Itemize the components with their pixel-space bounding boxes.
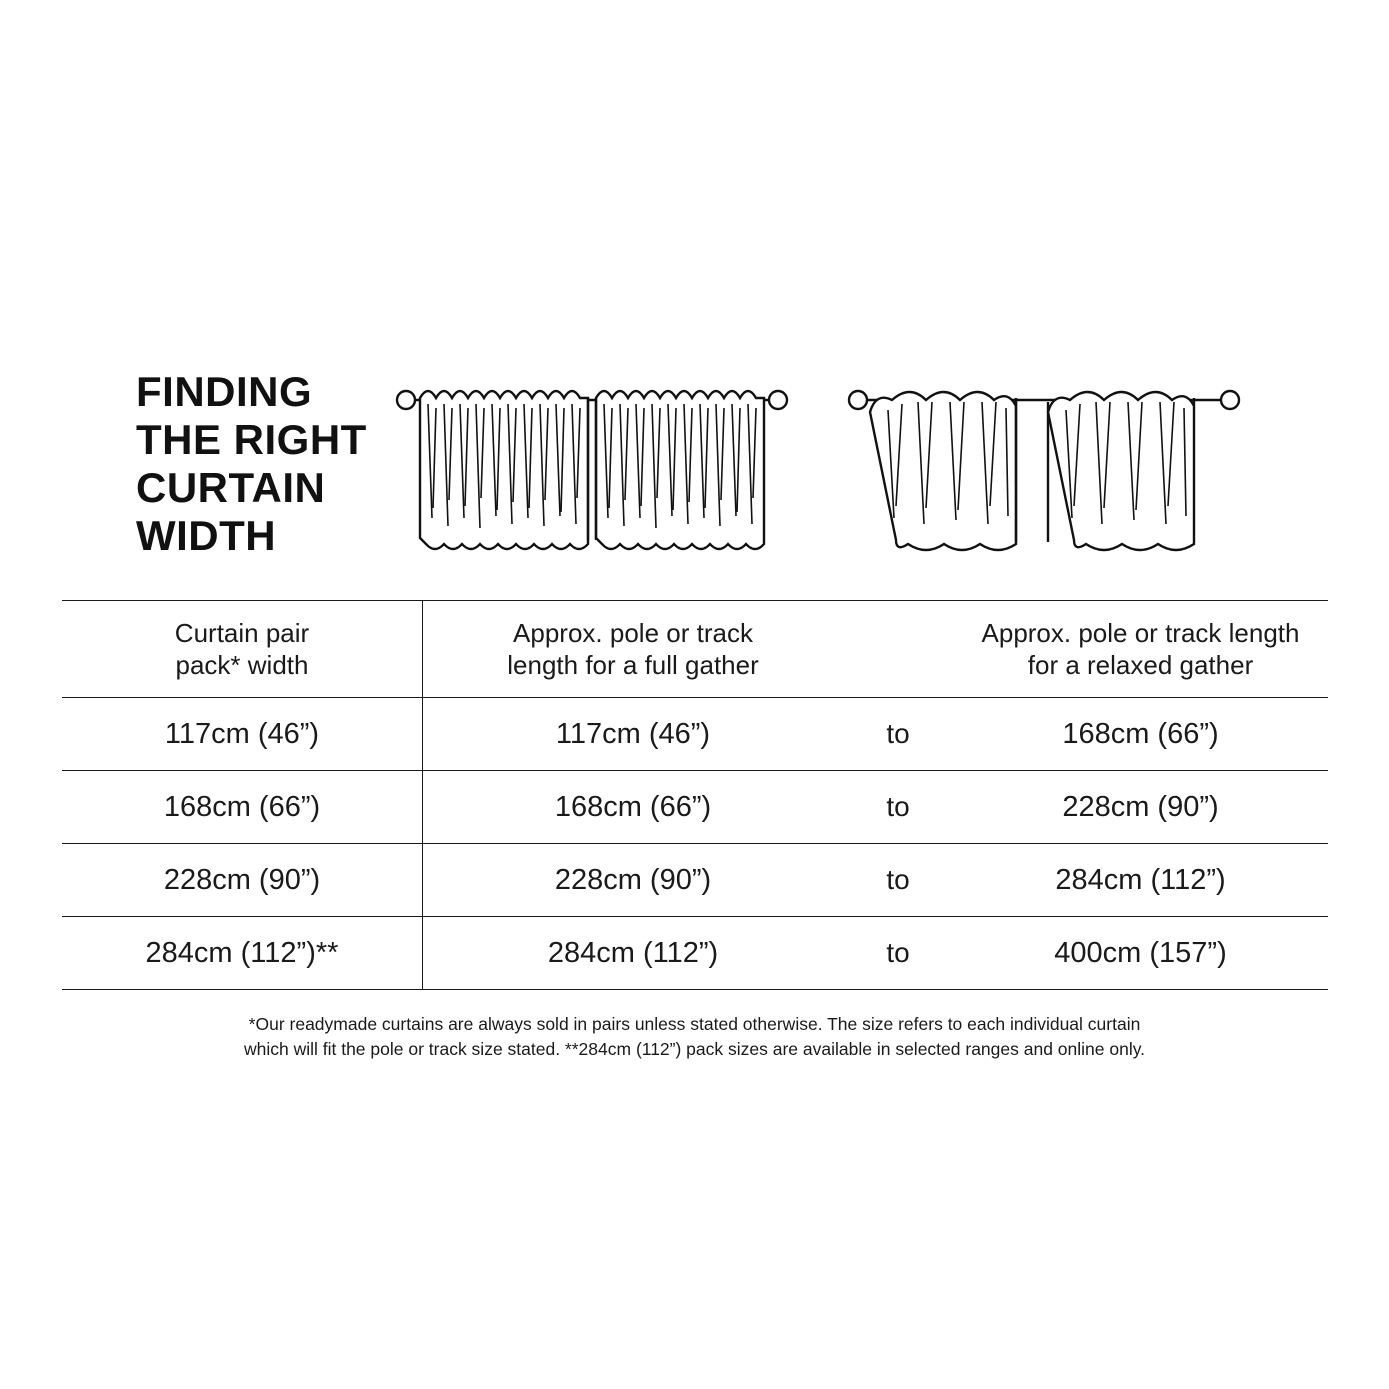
page-title-line-1: FINDING [136,368,313,415]
cell-full-gather: 228cm (90”) [423,844,844,917]
cell-full-gather: 168cm (66”) [423,771,844,844]
table-row [62,844,1328,917]
column-header-full-gather-line-2: length for a full gather [507,650,759,680]
column-header-pack-width-line-2: pack* width [175,650,309,680]
table-row [62,917,1328,990]
cell-to: to [843,771,953,844]
column-header-relaxed-gather-line-2: for a relaxed gather [1027,650,1254,680]
column-header-full-gather-line-1: Approx. pole or track [513,617,753,648]
curtain-width-table [62,600,1328,990]
column-header-pack-width-line-1: Curtain pair [174,617,310,648]
table-body [62,698,1328,990]
cell-full-gather: 117cm (46”) [423,698,844,771]
cell-relaxed-gather: 168cm (66”) [953,698,1328,771]
cell-to: to [843,844,953,917]
infographic-content [62,360,1327,1063]
page-title [62,360,367,560]
page-title-line-2: THE RIGHT [136,415,367,463]
column-header-relaxed-gather [953,601,1328,698]
page-title-line-4: WIDTH [136,511,277,559]
illustrations-group [362,360,1327,588]
cell-relaxed-gather: 228cm (90”) [953,771,1328,844]
cell-relaxed-gather: 284cm (112”) [953,844,1328,917]
footnote [62,1012,1327,1063]
header-row [62,360,1327,600]
full-gather-curtain-illustration [392,368,792,588]
cell-to: to [843,698,953,771]
table-row [62,698,1328,771]
column-header-spacer [843,601,953,698]
column-header-pack-width [62,601,423,698]
page-title-line-3: CURTAIN [136,463,326,511]
cell-pack-width: 284cm (112”)** [62,917,423,990]
footnote-line-1: *Our readymade curtains are always sold in pairs unless stated otherwise. The size refers to each individual curtain [248,1014,1141,1034]
relaxed-gather-curtain-illustration [844,368,1244,588]
cell-pack-width: 228cm (90”) [62,844,423,917]
cell-full-gather: 284cm (112”) [423,917,844,990]
footnote-line-2: which will fit the pole or track size stated. **284cm (112”) pack sizes are available in selected ranges and online only. [243,1039,1146,1060]
column-header-full-gather [423,601,844,698]
table-header [62,601,1328,698]
table-header-row [62,601,1328,698]
cell-to: to [843,917,953,990]
cell-pack-width: 168cm (66”) [62,771,423,844]
cell-relaxed-gather: 400cm (157”) [953,917,1328,990]
cell-pack-width: 117cm (46”) [62,698,423,771]
table-row [62,771,1328,844]
column-header-relaxed-gather-line-1: Approx. pole or track length [981,617,1300,648]
